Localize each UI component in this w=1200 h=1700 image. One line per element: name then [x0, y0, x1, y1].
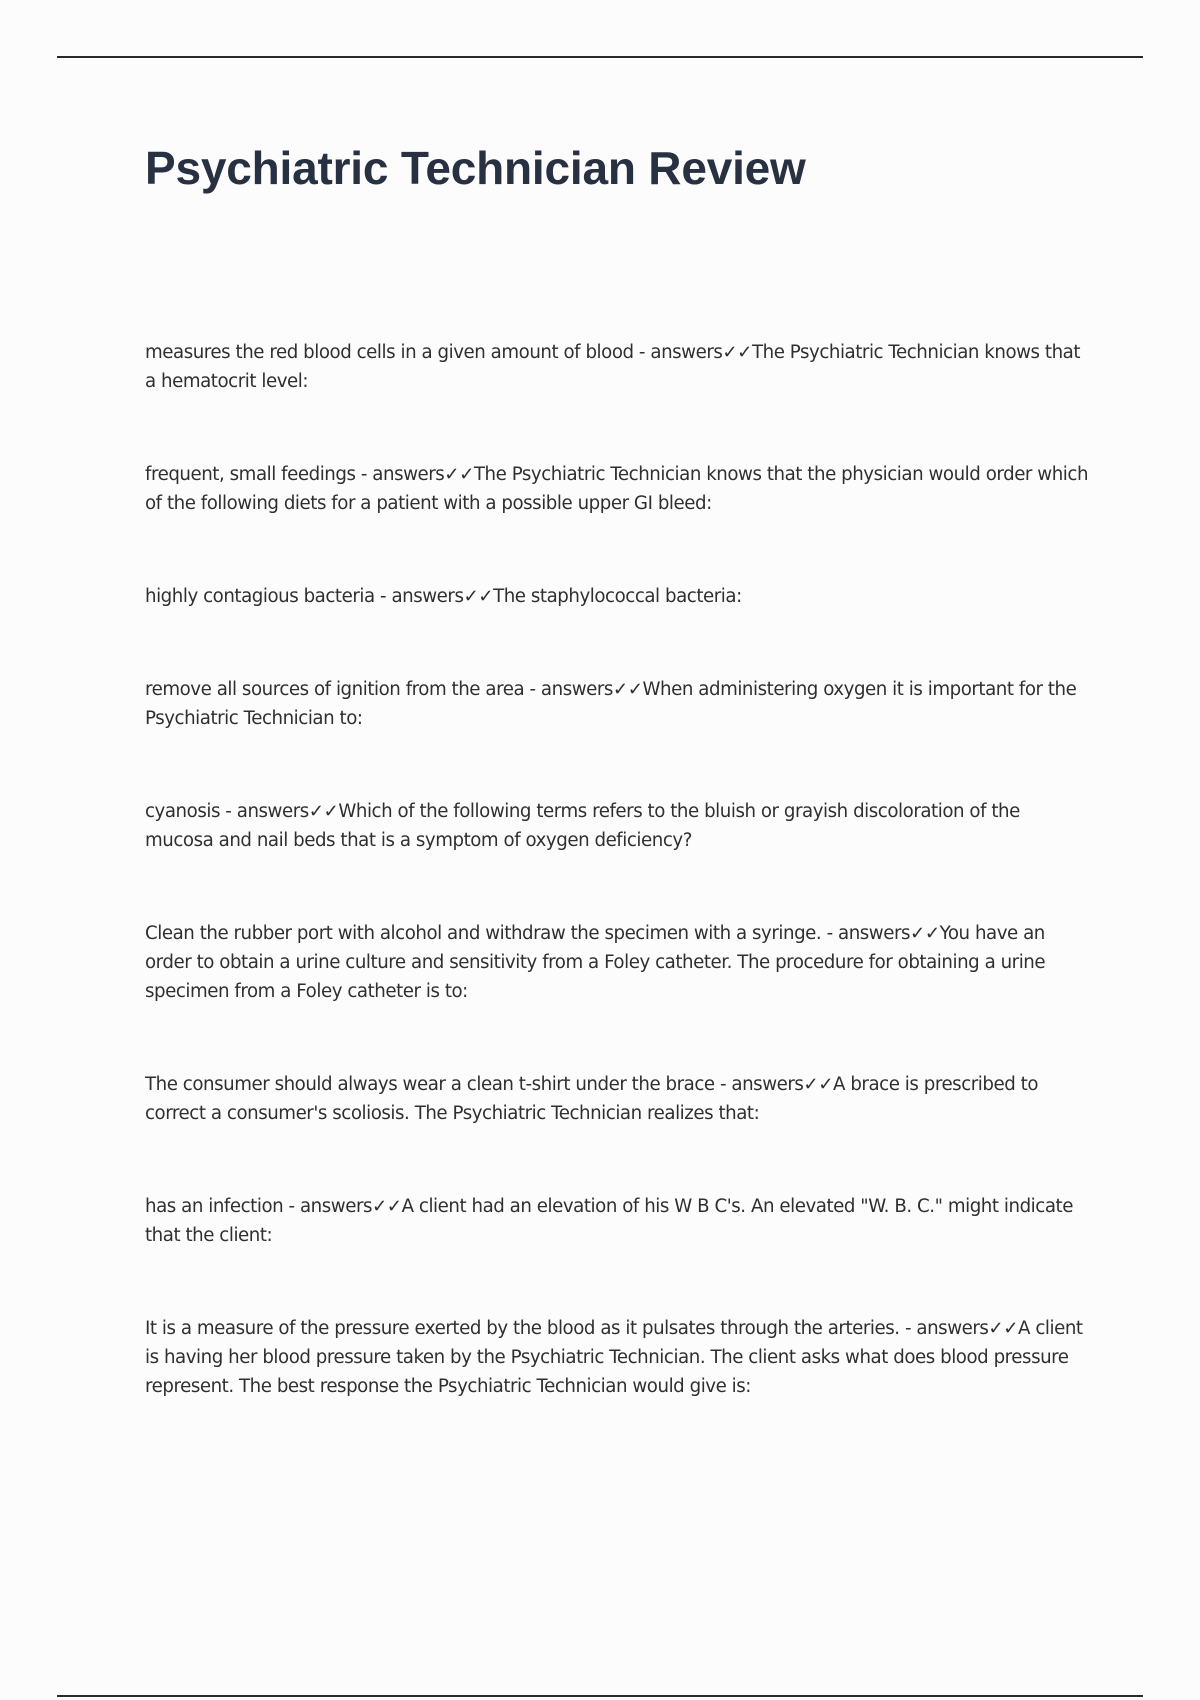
answer-separator: - answers✓✓ — [524, 679, 643, 700]
qa-entry — [145, 675, 1090, 733]
answer-text: Clean the rubber port with alcohol and withdraw the specimen with a syringe. — [145, 923, 822, 944]
question-text: When administering oxygen it is important for the Psychiatric Technician to: — [145, 679, 1077, 729]
answer-text: measures the red blood cells in a given amount of blood — [145, 342, 634, 363]
question-text: The Psychiatric Technician knows that a hematocrit level: — [145, 342, 1081, 392]
question-text: A client is having her blood pressure taken by the Psychiatric Technician. The client asks what does blood pressure represent. The best response the Psychiatric Technician would give is: — [145, 1318, 1083, 1397]
qa-entry — [145, 919, 1090, 1006]
answer-text: cyanosis — [145, 801, 220, 822]
qa-entry — [145, 460, 1090, 518]
answer-separator: - answers✓✓ — [633, 342, 752, 363]
question-text: A brace is prescribed to correct a consumer's scoliosis. The Psychiatric Technician realizes that: — [145, 1074, 1039, 1124]
answer-text: The consumer should always wear a clean t-shirt under the brace — [145, 1074, 715, 1095]
qa-entry — [145, 338, 1090, 396]
question-text: A client had an elevation of his W B C's. An elevated "W. B. C." might indicate that the client: — [145, 1196, 1073, 1246]
qa-list — [145, 338, 1090, 1465]
qa-entry — [145, 1192, 1090, 1250]
top-rule — [57, 56, 1143, 58]
answer-separator: - answers✓✓ — [714, 1074, 833, 1095]
question-text: The Psychiatric Technician knows that the physician would order which of the following diets for a patient with a possible upper GI bleed: — [145, 464, 1089, 514]
answer-text: has an infection — [145, 1196, 284, 1217]
answer-text: highly contagious bacteria — [145, 586, 375, 607]
answer-separator: - answers✓✓ — [899, 1318, 1018, 1339]
answer-separator: - answers✓✓ — [219, 801, 339, 822]
qa-entry — [145, 797, 1090, 855]
bottom-rule — [57, 1695, 1143, 1697]
answer-text: remove all sources of ignition from the area — [145, 679, 525, 700]
qa-entry — [145, 582, 1090, 611]
answer-separator: - answers✓✓ — [821, 923, 940, 944]
question-text: The staphylococcal bacteria: — [493, 586, 742, 607]
answer-separator: - answers✓✓ — [283, 1196, 402, 1217]
question-text: Which of the following terms refers to the bluish or grayish discoloration of the mucosa and nail beds that is a symptom of oxygen deficiency? — [145, 801, 1020, 851]
answer-text: It is a measure of the pressure exerted by the blood as it pulsates through the arteries. — [145, 1318, 900, 1339]
answer-text: frequent, small feedings — [145, 464, 356, 485]
answer-separator: - answers✓✓ — [355, 464, 474, 485]
page-title: Psychiatric Technician Review — [145, 142, 806, 194]
question-text: You have an order to obtain a urine culture and sensitivity from a Foley catheter. The procedure for obtaining a urine specimen from a Foley catheter is to: — [145, 923, 1046, 1002]
qa-entry — [145, 1314, 1090, 1401]
qa-entry — [145, 1070, 1090, 1128]
answer-separator: - answers✓✓ — [374, 586, 494, 607]
